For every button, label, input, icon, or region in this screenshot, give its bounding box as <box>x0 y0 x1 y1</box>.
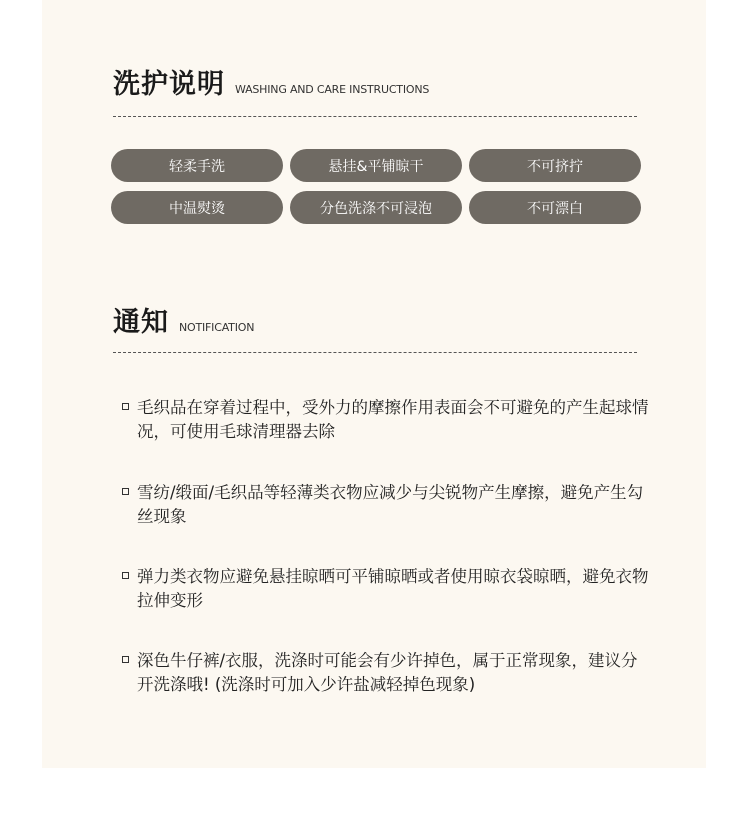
care-pill-no-bleach: 不可漂白 <box>469 191 641 224</box>
notice-item <box>122 481 652 529</box>
notice-text: 弹力类衣物应避免悬挂晾晒可平铺晾晒或者使用晾衣袋晾晒，避免衣物拉伸变形 <box>137 567 649 610</box>
washing-title-cn: 洗护说明 <box>113 69 225 100</box>
care-pill-hang-dry: 悬挂&平铺晾干 <box>290 149 462 182</box>
notification-title-cn: 通知 <box>113 307 169 338</box>
notice-item <box>122 396 652 444</box>
care-pill-hand-wash: 轻柔手洗 <box>111 149 283 182</box>
care-pill-wash-separately: 分色洗涤不可浸泡 <box>290 191 462 224</box>
notification-divider <box>113 352 637 353</box>
square-bullet-icon <box>122 572 129 579</box>
care-pill-iron-medium: 中温熨烫 <box>111 191 283 224</box>
notice-text: 深色牛仔裤/衣服，洗涤时可能会有少许掉色，属于正常现象，建议分开洗涤哦! (洗涤时可加入少许盐减轻掉色现象) <box>137 651 638 694</box>
care-instruction-list <box>111 149 641 224</box>
square-bullet-icon <box>122 488 129 495</box>
notice-text: 雪纺/缎面/毛织品等轻薄类衣物应减少与尖锐物产生摩擦，避免产生勾丝现象 <box>137 483 644 526</box>
square-bullet-icon <box>122 403 129 410</box>
washing-divider <box>113 116 637 117</box>
notice-item <box>122 565 652 613</box>
notification-section-title <box>113 300 254 339</box>
square-bullet-icon <box>122 656 129 663</box>
washing-section-title <box>113 62 429 101</box>
care-pill-no-wring: 不可挤拧 <box>469 149 641 182</box>
notice-text: 毛织品在穿着过程中，受外力的摩擦作用表面会不可避免的产生起球情况，可使用毛球清理器去除 <box>137 398 649 441</box>
washing-title-en: WASHING AND CARE INSTRUCTIONS <box>235 83 430 96</box>
notice-item <box>122 649 652 697</box>
notification-title-en: NOTIFICATION <box>179 321 255 334</box>
